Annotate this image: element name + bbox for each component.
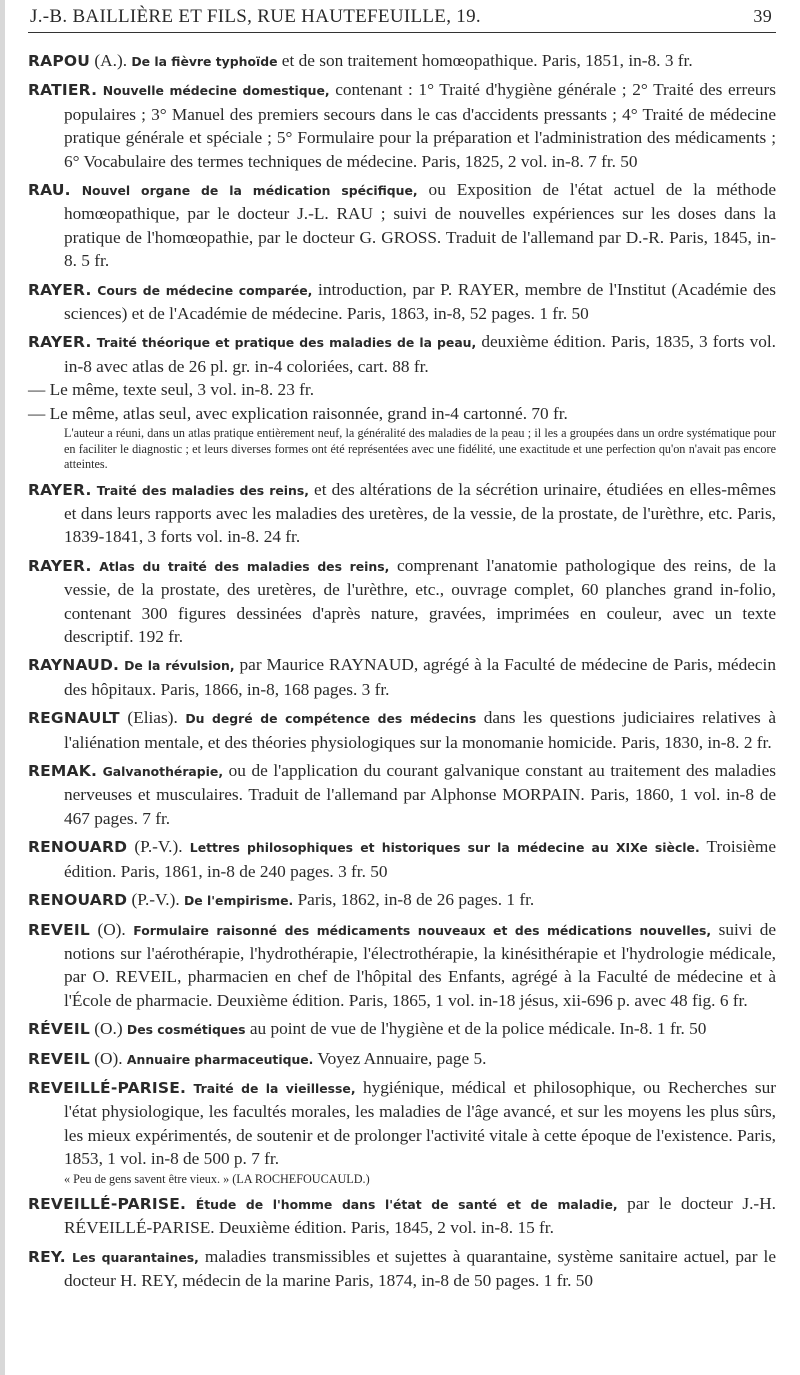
catalogue-entry <box>28 1245 776 1293</box>
entry-author: RAYER. <box>28 280 92 299</box>
entry-title: Traité de la vieillesse, <box>193 1080 356 1096</box>
catalogue-entry <box>28 178 776 273</box>
entry-title: Formulaire raisonné des médicaments nouveaux et des médications nouvelles, <box>133 922 712 938</box>
entry-author: REGNAULT <box>28 709 120 728</box>
catalogue-entry <box>28 1047 776 1071</box>
catalogue-entry <box>28 278 776 326</box>
entry-description: Troisième édition. Paris, 1861, in-8 de 240 pages. <box>64 837 777 881</box>
entry-author: RAYER. <box>28 556 92 575</box>
entry-price: 3 fr. 50 <box>338 861 388 881</box>
entry-author: RATIER. <box>28 81 98 100</box>
entry-variant-line: — Le même, atlas seul, avec explication raisonnée, grand in-4 cartonné. 70 fr. <box>28 403 568 423</box>
entry-description: et des altérations de la sécrétion urinaire, étudiées en elles-mêmes et dans leurs rapports avec les maladies des uretères, de la vessie, de la prostate, de l'urèthre, etc. Paris, 1839-1841, 3 forts vol. in-8. <box>64 479 776 547</box>
entry-title: Cours de médecine comparée, <box>97 282 313 298</box>
entry-note: L'auteur a réuni, dans un atlas pratique entièrement neuf, la généralité des maladies de la peau ; il les a groupées dans un ordre systématique pour en faciliter le diagnostic ; et leurs diverses formes ont été représentées avec une fidélité, une exactitude et une perfection qu'on n'avait pas encore atteintes. <box>64 426 776 472</box>
catalogue-entry <box>28 835 776 883</box>
catalogue-entry <box>28 330 776 472</box>
entry-initials: (P.-V.). <box>127 837 183 857</box>
entry-price: 88 fr. <box>392 356 429 376</box>
entry-initials: (O). <box>89 1048 123 1068</box>
entry-price: 192 fr. <box>137 627 184 647</box>
entry-description: ou Exposition de l'état actuel de la méthode homœopathique, par le docteur J.-L. RAU ; suivi de nouvelles expériences sur les doses dans la pratique de l'homœopathie, par le docteur G. GROSS. Traduit de l'allemand par D.-R. Paris, 1845, in-8. <box>64 180 776 271</box>
catalogue-entries <box>28 49 776 1293</box>
entry-description: et de son traitement homœopathique. Paris, 1851, in-8. <box>277 51 661 70</box>
entry-price: 2 fr. <box>743 732 772 752</box>
entry-price: 7 fr. <box>142 808 171 828</box>
catalogue-entry <box>28 918 776 1013</box>
entry-description: comprenant l'anatomie pathologique des reins, de la vessie, de la prostate, des uretères, de l'urèthre, etc., ouvrage complet, 60 planches grand in-folio, contenant 300 figures dessinées d'après nature, gravées, imprimées en couleur, avec un texte descriptif. <box>64 555 776 647</box>
catalogue-entry <box>28 478 776 549</box>
entry-initials: (O). <box>89 919 126 939</box>
catalogue-entry <box>28 1076 776 1187</box>
entry-price: 1 fr. <box>506 890 535 910</box>
entry-author: RAPOU <box>28 52 91 70</box>
entry-description: hygiénique, médical et philosophique, ou Recherches sur l'état physiologique, les facultés morales, les maladies de l'âge avancé, et sur les moyens les plus sûrs, les mieux expérimentés, de soutenir et de prolonger l'activité vitale à cette époque de l'existence. Paris, 1853, 1 vol. in-8 de 500 p. <box>64 1077 776 1169</box>
entry-price: 3 fr. <box>664 51 693 70</box>
entry-title: Nouvelle médecine domestique, <box>102 83 330 99</box>
entry-title: De l'empirisme. <box>184 893 294 909</box>
entry-price: 6 fr. <box>719 990 748 1010</box>
entry-title: Galvanothérapie, <box>102 764 224 780</box>
entry-title: Du degré de compétence des médecins <box>185 711 477 727</box>
entry-initials: (A.). <box>90 51 128 70</box>
entry-title: Nouvel organe de la médication spécifique, <box>81 183 418 199</box>
entry-description: Paris, 1862, in-8 de 26 pages. <box>293 890 503 910</box>
entry-variant-line: — Le même, texte seul, 3 vol. in-8. 23 fr. <box>28 380 315 400</box>
catalogue-entry <box>28 78 776 173</box>
entry-initials: (O.) <box>89 1019 123 1039</box>
entry-price: 1 fr. 50 <box>543 1271 594 1291</box>
entry-author: REY. <box>28 1247 66 1266</box>
entry-description: Voyez Annuaire, page 5. <box>313 1048 487 1068</box>
entry-description: introduction, par P. RAYER, membre de l'Institut (Académie des sciences) et de l'Académie de médecine. Paris, 1863, in-8, 52 pages. <box>64 279 777 324</box>
entry-description: par Maurice RAYNAUD, agrégé à la Faculté de médecine de Paris, médecin des hôpitaux. Paris, 1866, in-8, 168 pages. <box>64 655 776 699</box>
entry-description: suivi de notions sur l'aérothérapie, l'hydrothérapie, l'électrothérapie, la kinésithérapie et l'hydrologie médicale, par O. REVEIL, pharmacien en chef de l'hôpital des Enfants, agrégé à la Faculté de médecine et à l'École de pharmacie. Deuxième édition. Paris, 1865, 1 vol. in-18 jésus, xii-696 p. avec 48 fig. <box>64 919 777 1010</box>
entry-author: RENOUARD <box>28 891 128 910</box>
page-edge-shadow <box>0 0 5 1375</box>
entry-price: 3 fr. <box>361 679 390 699</box>
entry-description: par le docteur J.-H. RÉVEILLÉ-PARISE. Deuxième édition. Paris, 1845, 2 vol. in-8. <box>64 1194 776 1238</box>
entry-author: REVEILLÉ-PARISE. <box>28 1078 187 1097</box>
entry-note: « Peu de gens savent être vieux. » (LA ROCHEFOUCAULD.) <box>64 1171 370 1186</box>
entry-author: RAYNAUD. <box>28 656 120 675</box>
entry-title: Annuaire pharmaceutique. <box>126 1051 314 1067</box>
entry-author: RAU. <box>28 181 71 200</box>
catalogue-entry <box>28 49 776 73</box>
entry-price: 24 fr. <box>263 527 301 547</box>
catalogue-entry <box>28 706 776 754</box>
entry-author: RAYER. <box>28 333 92 352</box>
entry-author: RAYER. <box>28 480 92 499</box>
entry-price: 1 fr. 50 <box>656 1019 707 1039</box>
entry-price: 1 fr. 50 <box>539 304 589 324</box>
entry-description: au point de vue de l'hygiène et de la police médicale. In-8. <box>245 1019 653 1039</box>
entry-author: REVEIL <box>28 1049 90 1068</box>
entry-title: Des cosmétiques <box>126 1022 246 1038</box>
entry-title: De la révulsion, <box>124 658 235 674</box>
entry-title: Étude de l'homme dans l'état de santé et de maladie, <box>195 1197 618 1213</box>
entry-title: Atlas du traité des maladies des reins, <box>99 558 390 574</box>
entry-title: Traité théorique et pratique des maladies de la peau, <box>96 335 477 351</box>
entry-description: maladies transmissibles et sujettes à quarantaine, système sanitaire actuel, par le docteur H. REY, médecin de la marine Paris, 1874, in-8 de 50 pages. <box>64 1246 776 1291</box>
entry-description: dans les questions judiciaires relatives à l'aliénation mentale, et des théories physiologiques sur la monomanie homicide. Paris, 1830, in-8. <box>64 708 776 752</box>
catalogue-entry <box>28 888 776 912</box>
entry-description: contenant : 1° Traité d'hygiène générale ; 2° Traité des erreurs populaires ; 3° Manuel des premiers secours dans le cas d'accidents pressants ; 4° Traité de médecine pratique générale et spéciale ; 5° Formulaire pour la préparation et l'administration des médicaments ; 6° Vocabulaire des termes techniques de médecine. Paris, 1825, 2 vol. in-8. <box>64 80 776 171</box>
entry-title: Les quarantaines, <box>71 1249 199 1265</box>
entry-title: De la fièvre typhoïde <box>131 54 278 69</box>
entry-price: 7 fr. <box>251 1149 280 1169</box>
entry-author: REVEIL <box>28 920 90 939</box>
entry-title: Lettres philosophiques et historiques sur la médecine au XIXe siècle. <box>189 840 700 856</box>
entry-author: REVEILLÉ-PARISE. <box>28 1195 187 1214</box>
entry-price: 5 fr. <box>81 251 110 271</box>
catalogue-entry <box>28 1192 776 1240</box>
entry-price: 15 fr. <box>517 1218 554 1238</box>
entry-initials: (P.-V.). <box>127 890 180 910</box>
catalogue-entry <box>28 1017 776 1041</box>
entry-author: REMAK. <box>28 762 98 781</box>
catalogue-entry <box>28 554 776 649</box>
catalogue-entry <box>28 653 776 701</box>
catalogue-entry <box>28 759 776 830</box>
entry-description: ou de l'application du courant galvanique constant au traitement des maladies nerveuses et musculaires. Traduit de l'allemand par Alphonse MORPAIN. Paris, 1860, 1 vol. in-8 de 467 pages. <box>64 761 776 828</box>
page-number: 39 <box>753 6 772 26</box>
entry-description: deuxième édition. Paris, 1835, 3 forts vol. in-8 avec atlas de 26 pl. gr. in-4 coloriées, cart. <box>64 332 776 376</box>
entry-price: 7 fr. 50 <box>588 151 638 171</box>
entry-title: Traité des maladies des reins, <box>96 482 309 498</box>
entry-author: RÉVEIL <box>28 1020 90 1039</box>
catalogue-page <box>28 2 776 1298</box>
running-head <box>28 2 776 33</box>
entry-initials: (Elias). <box>119 708 178 728</box>
entry-author: RENOUARD <box>28 838 128 857</box>
publisher-header: J.-B. BAILLIÈRE ET FILS, RUE HAUTEFEUILLE, 19. <box>30 6 481 27</box>
